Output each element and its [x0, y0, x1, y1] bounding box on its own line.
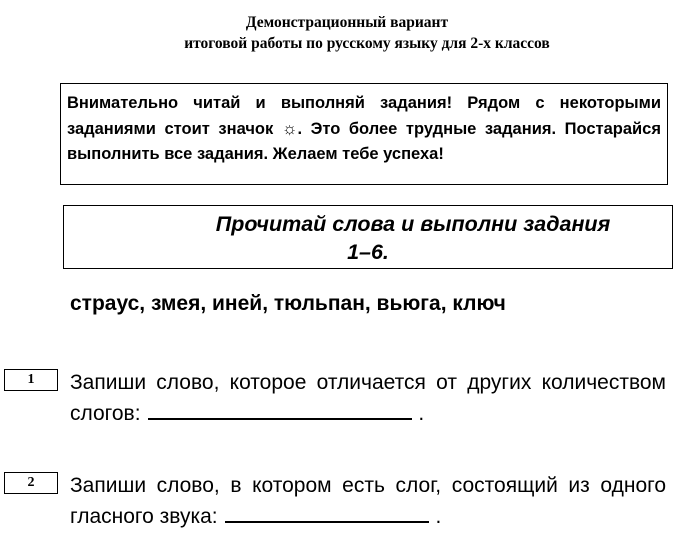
question-2-end: . — [435, 505, 442, 528]
answer-blank-2[interactable] — [225, 501, 429, 523]
task-heading-box — [63, 205, 673, 269]
sun-icon: ☼ — [281, 119, 298, 138]
answer-blank-1[interactable] — [148, 398, 412, 420]
question-2-line1: Запиши слово, в котором есть слог, состоящий — [70, 474, 558, 497]
question-1-line1: Запиши слово, которое отличается от других — [70, 371, 532, 394]
question-1 — [70, 368, 666, 429]
question-2-line2: из одного гласного звука: — [70, 474, 667, 528]
question-number-2: 2 — [4, 472, 58, 494]
header-title: Демонстрационный вариант — [245, 14, 449, 31]
task-heading-line1: Прочитай слова и выполни задания — [215, 212, 611, 236]
instructions-text-end: . Это более трудные задания. Постарайся выполнить все задания. Желаем тебе успеха! — [67, 120, 661, 163]
instructions-box — [60, 83, 668, 185]
instructions-text-start: Внимательно читай и выполняй задания! Рядом с некоторыми заданиями стоит значок — [67, 94, 661, 138]
question-number-1: 1 — [4, 369, 58, 391]
task-heading-line2: 1–6. — [347, 240, 389, 264]
document-header — [0, 12, 694, 54]
question-2 — [70, 471, 666, 532]
question-1-end: . — [418, 402, 425, 425]
word-list: страус, змея, иней, тюльпан, вьюга, ключ — [70, 292, 506, 315]
question-1-line2: количеством слогов: — [70, 371, 666, 425]
header-subtitle: итоговой работы по русскому языку для 2-х классов — [184, 35, 550, 52]
